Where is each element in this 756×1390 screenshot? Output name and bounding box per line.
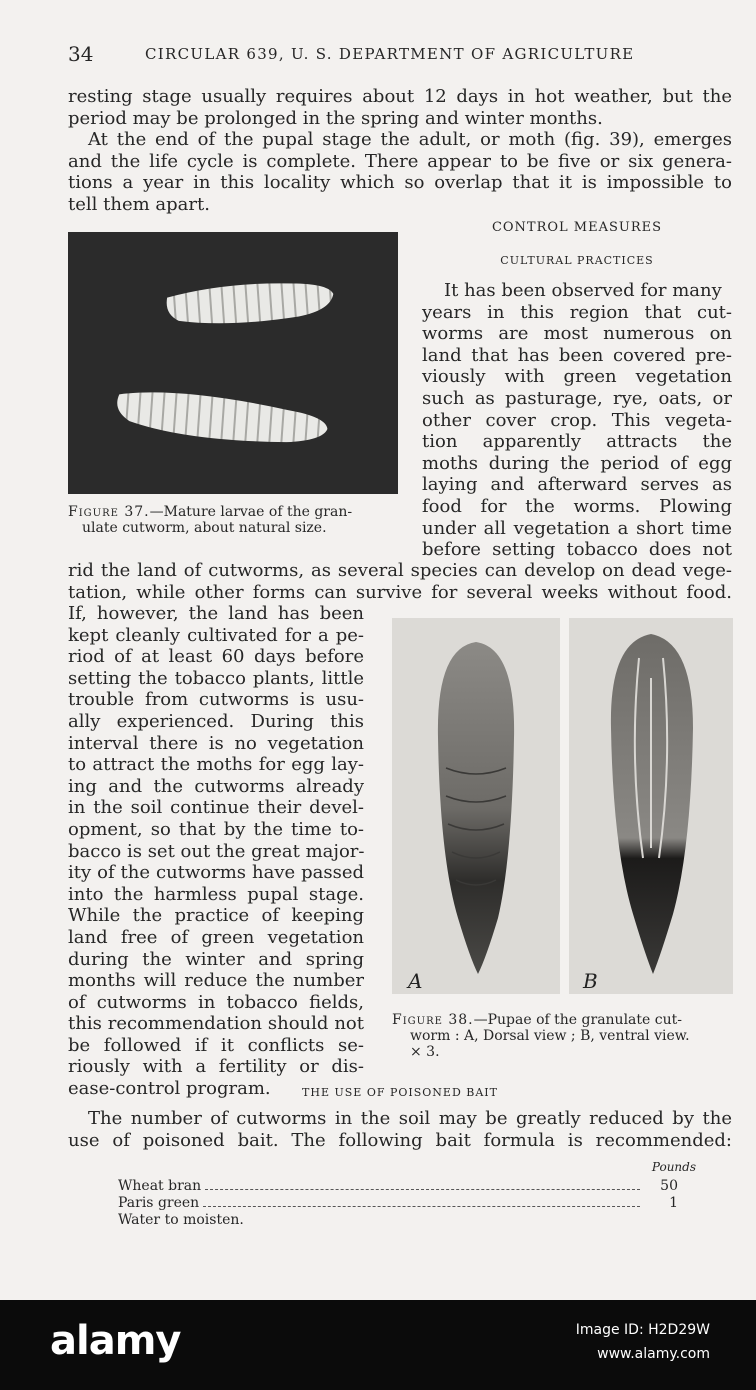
figure-37-caption xyxy=(68,504,398,536)
stock-watermark-footer xyxy=(0,1300,756,1390)
text-line: under all vegetation a short time xyxy=(422,517,732,539)
text-line: ease-control program. xyxy=(68,1078,271,1100)
figure-38-caption xyxy=(392,1012,733,1060)
section-heading: CONTROL MEASURES xyxy=(491,220,663,235)
unit-header: Pounds xyxy=(651,1160,696,1174)
text-line: It has been observed for many xyxy=(444,280,722,301)
formula-amount: 1 xyxy=(669,1195,678,1211)
text-line: rid the land of cutworms, as several species can develop on dead vege- xyxy=(68,560,732,581)
caption-text: × 3. xyxy=(410,1044,440,1060)
text-line: trouble from cutworms is usu- xyxy=(68,689,364,711)
text-line: be followed if it conflicts se- xyxy=(68,1034,364,1056)
caption-text: —Mature larvae of the gran- xyxy=(149,504,353,520)
stock-info xyxy=(420,1318,710,1366)
text-line: laying and afterward serves as xyxy=(422,474,732,496)
dot-leader xyxy=(203,1206,640,1207)
text-line: While the practice of keeping xyxy=(68,905,364,927)
text-line: during the winter and spring xyxy=(68,948,364,970)
text-line: tation, while other forms can survive for several weeks without food. xyxy=(68,581,732,603)
pupa-ventral-illustration xyxy=(569,618,733,994)
panel-label-b: B xyxy=(583,969,598,993)
figure-38-panel-b xyxy=(569,618,733,994)
text-line: ity of the cutworms have passed xyxy=(68,862,364,884)
text-line: kept cleanly cultivated for a pe- xyxy=(68,624,364,646)
text-line: months will reduce the number xyxy=(68,970,364,992)
text-line: of cutworms in tobacco fields, xyxy=(68,991,364,1013)
text-line: If, however, the land has been xyxy=(68,603,364,624)
caption-text: worm : A, Dorsal view ; B, ventral view. xyxy=(410,1028,690,1044)
text-line: bacco is set out the great major- xyxy=(68,840,365,862)
text-line: ally experienced. During this xyxy=(68,710,364,732)
panel-label-a: A xyxy=(408,969,423,993)
alamy-logo: alamy xyxy=(50,1318,181,1364)
formula-row xyxy=(118,1212,678,1228)
text-line: opment, so that by the time to- xyxy=(68,818,364,840)
text-line: At the end of the pupal stage the adult, or moth (fig. 39), emerges xyxy=(88,129,732,151)
text-line: The number of cutworms in the soil may be greatly reduced by the xyxy=(88,1108,732,1129)
text-line: before setting tobacco does not xyxy=(422,539,732,561)
figure-label: Figure 38. xyxy=(392,1012,474,1028)
figure-label: Figure 37. xyxy=(68,504,150,520)
caption-text: ulate cutworm, about natural size. xyxy=(82,520,327,536)
dot-leader xyxy=(205,1189,640,1190)
text-line: moths during the period of egg xyxy=(422,452,732,474)
formula-row xyxy=(118,1195,678,1211)
caption-text: —Pupae of the granulate cut- xyxy=(473,1012,682,1028)
text-line: such as pasturage, rye, oats, or xyxy=(422,387,732,409)
formula-item: Wheat bran xyxy=(118,1178,202,1194)
text-line: tions a year in this locality which so overlap that it is impossible to xyxy=(68,172,732,194)
left-column-paragraph xyxy=(68,603,364,1100)
text-line: land free of green vegetation xyxy=(68,926,364,948)
text-line: ing and the cutworms already xyxy=(68,775,364,797)
text-line: period may be prolonged in the spring and winter months. xyxy=(68,107,603,129)
bait-paragraph xyxy=(68,1108,732,1151)
text-line: viously with green vegetation xyxy=(422,366,732,388)
text-line: resting stage usually requires about 12 days in hot weather, but the xyxy=(68,86,732,107)
image-id: Image ID: H2D29W xyxy=(575,1322,710,1338)
text-line: interval there is no vegetation xyxy=(68,732,364,754)
formula-item: Water to moisten. xyxy=(118,1212,244,1228)
running-header: CIRCULAR 639, U. S. DEPARTMENT OF AGRICULTURE xyxy=(145,45,635,63)
text-line: years in this region that cut- xyxy=(422,301,732,323)
text-line: food for the worms. Plowing xyxy=(422,495,732,517)
right-column-paragraph xyxy=(422,280,732,561)
formula-row xyxy=(118,1178,678,1194)
full-width-paragraph xyxy=(68,560,732,603)
text-line: worms are most numerous on xyxy=(422,323,732,345)
text-line: into the harmless pupal stage. xyxy=(68,883,364,905)
site-url: www.alamy.com xyxy=(597,1346,710,1362)
text-line: setting the tobacco plants, little xyxy=(68,667,364,689)
formula-amount: 50 xyxy=(660,1178,678,1194)
subsection-heading: CULTURAL PRACTICES xyxy=(500,254,654,267)
figure-38-panel-a xyxy=(392,618,560,994)
text-line: tell them apart. xyxy=(68,193,210,215)
text-line: tion apparently attracts the xyxy=(422,431,732,453)
text-line: other cover crop. This vegeta- xyxy=(422,409,732,431)
formula-item: Paris green xyxy=(118,1195,200,1211)
bait-heading: THE USE OF POISONED BAIT xyxy=(302,1086,498,1099)
text-line: riously with a fertility or dis- xyxy=(68,1056,364,1078)
text-line: riod of at least 60 days before xyxy=(68,646,364,668)
text-line: land that has been covered pre- xyxy=(422,344,732,366)
text-line: in the soil continue their devel- xyxy=(68,797,364,819)
text-line: to attract the moths for egg lay- xyxy=(68,754,364,776)
intro-paragraph xyxy=(68,86,732,216)
text-line: use of poisoned bait. The following bait formula is recommended: xyxy=(68,1129,732,1151)
pupa-dorsal-illustration xyxy=(392,618,560,994)
text-line: and the life cycle is complete. There appear to be five or six genera- xyxy=(68,150,732,172)
larvae-illustration xyxy=(68,232,398,494)
figure-37-photo xyxy=(68,232,398,494)
text-line: this recommendation should not xyxy=(68,1013,364,1035)
page-number: 34 xyxy=(68,42,94,66)
